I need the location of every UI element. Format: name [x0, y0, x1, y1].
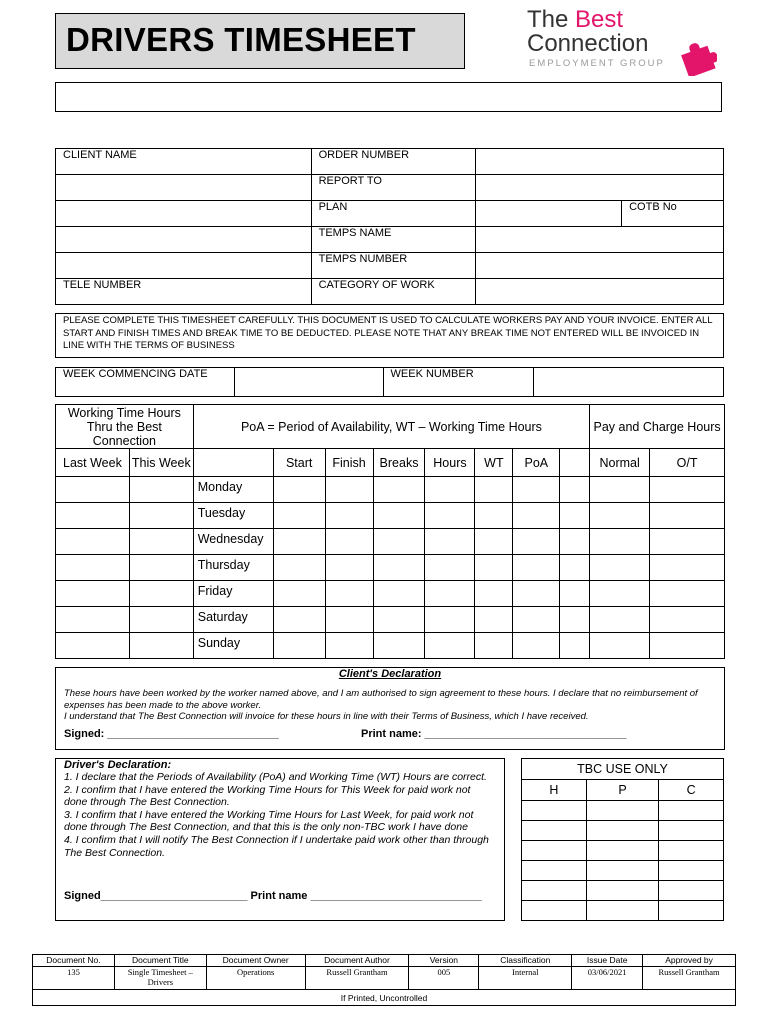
blank-header — [560, 449, 590, 477]
last-week-cell[interactable] — [56, 581, 130, 607]
blank-cell[interactable] — [560, 555, 590, 581]
report-to-field[interactable] — [476, 175, 724, 201]
wt-cell[interactable] — [475, 529, 513, 555]
logo-tagline: EMPLOYMENT GROUP — [529, 58, 665, 69]
normal-cell[interactable] — [590, 503, 650, 529]
driver-declaration-item-3: 3. I confirm that I have entered the Working Time Hours for Last Week, for paid work not done through The Best Connection, and that this is the only non-TBC work I have done — [64, 808, 474, 834]
start-cell[interactable] — [273, 477, 325, 503]
page-title: DRIVERS TIMESHEET — [66, 21, 416, 58]
poa-cell[interactable] — [513, 529, 560, 555]
doc-title-header: Document Title — [114, 955, 206, 967]
start-cell[interactable] — [273, 555, 325, 581]
client-declaration-text — [64, 688, 704, 723]
plan-field[interactable] — [476, 201, 622, 227]
start-cell[interactable] — [273, 633, 325, 659]
last-week-cell[interactable] — [56, 607, 130, 633]
client-signed-field[interactable]: Signed: ____________________________ — [64, 728, 279, 740]
table-row — [56, 555, 725, 581]
week-commencing-label: WEEK COMMENCING DATE — [56, 368, 235, 397]
tbc-cell[interactable] — [522, 841, 587, 861]
wt-cell[interactable] — [475, 607, 513, 633]
this-week-cell[interactable] — [129, 581, 193, 607]
order-number-label: ORDER NUMBER — [311, 149, 476, 175]
classification-header: Classification — [479, 955, 572, 967]
breaks-cell[interactable] — [373, 607, 425, 633]
tbc-cell[interactable] — [586, 861, 659, 881]
hours-cell[interactable] — [425, 529, 475, 555]
day-label: Friday — [193, 581, 273, 607]
order-number-field[interactable] — [476, 149, 724, 175]
poa-cell[interactable] — [513, 503, 560, 529]
tbc-cell[interactable] — [659, 841, 724, 861]
temps-name-field[interactable] — [476, 227, 724, 253]
client-declaration-para-1: These hours have been worked by the worker named above, and I am authorised to sign agreement to these hours. I declare that no reimbursement of expenses has been made to the above worker. — [64, 688, 698, 711]
tbc-cell[interactable] — [522, 861, 587, 881]
approved-by-value: Russell Grantham — [643, 967, 736, 990]
table-row — [56, 633, 725, 659]
tbc-cell[interactable] — [586, 881, 659, 901]
temps-name-label: TEMPS NAME — [311, 227, 476, 253]
wt-cell[interactable] — [475, 555, 513, 581]
uncontrolled-note: If Printed, Uncontrolled — [33, 990, 736, 1006]
last-week-cell[interactable] — [56, 633, 130, 659]
last-week-cell[interactable] — [56, 529, 130, 555]
start-cell[interactable] — [273, 529, 325, 555]
normal-cell[interactable] — [590, 477, 650, 503]
table-row — [56, 581, 725, 607]
tbc-cell[interactable] — [522, 801, 587, 821]
report-to-label: REPORT TO — [311, 175, 476, 201]
driver-declaration-item-2: 2. I confirm that I have entered the Working Time Hours for This Week for paid work not done through The Best Connection. — [64, 783, 471, 809]
puzzle-piece-icon — [677, 36, 717, 76]
tbc-p-header: P — [586, 780, 659, 801]
document-control-table — [32, 954, 736, 1006]
driver-signed-field[interactable]: Signed________________________ Print name ____________________________ — [64, 890, 482, 902]
normal-cell[interactable] — [590, 633, 650, 659]
finish-cell[interactable] — [325, 503, 373, 529]
doc-author-value: Russell Grantham — [305, 967, 409, 990]
category-of-work-field[interactable] — [476, 279, 724, 305]
tbc-cell[interactable] — [659, 861, 724, 881]
poa-cell[interactable] — [513, 581, 560, 607]
day-label: Monday — [193, 477, 273, 503]
hours-cell[interactable] — [425, 607, 475, 633]
table-row — [56, 503, 725, 529]
instructions-notice: PLEASE COMPLETE THIS TIMESHEET CAREFULLY. THIS DOCUMENT IS USED TO CALCULATE WORKERS PAY AND YOUR INVOICE. ENTER ALL START AND FINISH TIMES AND BREAK TIME TO BE DEDUCTED. PLEASE NOTE THAT ANY BREAK TIME NOT ENTERED WILL BE INVOICED IN LINE WITH THE TERMS OF BUSINESS — [55, 313, 724, 358]
day-label: Wednesday — [193, 529, 273, 555]
this-week-cell[interactable] — [129, 529, 193, 555]
normal-cell[interactable] — [590, 555, 650, 581]
day-label: Tuesday — [193, 503, 273, 529]
doc-owner-header: Document Owner — [206, 955, 305, 967]
breaks-cell[interactable] — [373, 477, 425, 503]
finish-cell[interactable] — [325, 477, 373, 503]
doc-author-header: Document Author — [305, 955, 409, 967]
wt-cell[interactable] — [475, 503, 513, 529]
normal-cell[interactable] — [590, 607, 650, 633]
ot-cell[interactable] — [650, 607, 725, 633]
tbc-h-header: H — [522, 780, 587, 801]
tbc-cell[interactable] — [586, 841, 659, 861]
hours-cell[interactable] — [425, 633, 475, 659]
this-week-cell[interactable] — [129, 555, 193, 581]
poa-col-header: PoA — [513, 449, 560, 477]
day-label: Thursday — [193, 555, 273, 581]
wt-cell[interactable] — [475, 477, 513, 503]
ot-cell[interactable] — [650, 555, 725, 581]
category-of-work-label: CATEGORY OF WORK — [311, 279, 476, 305]
tbc-cell[interactable] — [659, 821, 724, 841]
last-week-cell[interactable] — [56, 477, 130, 503]
top-blank-field[interactable] — [55, 82, 722, 112]
hours-cell[interactable] — [425, 477, 475, 503]
blank-cell[interactable] — [560, 503, 590, 529]
ot-cell[interactable] — [650, 633, 725, 659]
tbc-cell[interactable] — [586, 821, 659, 841]
last-week-cell[interactable] — [56, 555, 130, 581]
driver-declaration-text — [64, 771, 496, 859]
blank-cell[interactable] — [560, 633, 590, 659]
table-row — [56, 529, 725, 555]
client-address-field-3[interactable] — [56, 253, 312, 279]
hours-table — [55, 404, 725, 659]
tbc-cell[interactable] — [586, 801, 659, 821]
cotb-no-label: COTB No — [622, 201, 724, 227]
day-label: Sunday — [193, 633, 273, 659]
poa-cell[interactable] — [513, 633, 560, 659]
tbc-title: TBC USE ONLY — [522, 759, 724, 780]
week-table — [55, 367, 724, 397]
wt-cell[interactable] — [475, 581, 513, 607]
classification-value: Internal — [479, 967, 572, 990]
driver-declaration — [55, 758, 505, 921]
ot-cell[interactable] — [650, 529, 725, 555]
blank-cell[interactable] — [560, 529, 590, 555]
tbc-cell[interactable] — [659, 881, 724, 901]
normal-cell[interactable] — [590, 581, 650, 607]
logo-best: Best — [575, 6, 624, 33]
tbc-cell[interactable] — [659, 901, 724, 921]
ot-cell[interactable] — [650, 581, 725, 607]
hours-cell[interactable] — [425, 503, 475, 529]
client-declaration-heading: Client's Declaration — [338, 668, 442, 680]
finish-cell[interactable] — [325, 555, 373, 581]
normal-cell[interactable] — [590, 529, 650, 555]
blank-cell[interactable] — [560, 581, 590, 607]
title-box — [55, 13, 465, 69]
tbc-c-header: C — [659, 780, 724, 801]
tbc-cell[interactable] — [522, 901, 587, 921]
start-cell[interactable] — [273, 581, 325, 607]
doc-title-value: Single Timesheet – Drivers — [114, 967, 206, 990]
client-name-label: CLIENT NAME — [56, 149, 312, 175]
week-number-label: WEEK NUMBER — [383, 368, 534, 397]
breaks-cell[interactable] — [373, 633, 425, 659]
hours-cell[interactable] — [425, 555, 475, 581]
start-header: Start — [273, 449, 325, 477]
finish-cell[interactable] — [325, 581, 373, 607]
last-week-cell[interactable] — [56, 503, 130, 529]
driver-declaration-item-4: 4. I confirm that I will notify The Best Connection if I undertake paid work other than through The Best Connection. — [64, 833, 489, 859]
tbc-cell[interactable] — [659, 801, 724, 821]
doc-no-header: Document No. — [33, 955, 115, 967]
client-declaration — [55, 667, 725, 750]
week-number-field[interactable] — [534, 368, 724, 397]
this-week-cell[interactable] — [129, 477, 193, 503]
last-week-header: Last Week — [56, 449, 130, 477]
blank-cell[interactable] — [560, 607, 590, 633]
ot-header: O/T — [650, 449, 725, 477]
plan-label: PLAN — [311, 201, 476, 227]
day-label: Saturday — [193, 607, 273, 633]
normal-header: Normal — [590, 449, 650, 477]
ot-cell[interactable] — [650, 503, 725, 529]
finish-cell[interactable] — [325, 607, 373, 633]
tbc-cell[interactable] — [522, 881, 587, 901]
start-cell[interactable] — [273, 607, 325, 633]
breaks-cell[interactable] — [373, 555, 425, 581]
hours-header: Hours — [425, 449, 475, 477]
wt-cell[interactable] — [475, 633, 513, 659]
company-logo — [527, 4, 722, 78]
finish-cell[interactable] — [325, 633, 373, 659]
day-header — [193, 449, 273, 477]
finish-header: Finish — [325, 449, 373, 477]
issue-date-value: 03/06/2021 — [572, 967, 643, 990]
poa-cell[interactable] — [513, 555, 560, 581]
approved-by-header: Approved by — [643, 955, 736, 967]
breaks-cell[interactable] — [373, 503, 425, 529]
driver-declaration-heading: Driver's Declaration: — [64, 759, 172, 771]
client-address-field-2[interactable] — [56, 227, 312, 253]
temps-number-label: TEMPS NUMBER — [311, 253, 476, 279]
blank-cell[interactable] — [560, 477, 590, 503]
client-address-field[interactable] — [56, 201, 312, 227]
ot-cell[interactable] — [650, 477, 725, 503]
this-week-cell[interactable] — [129, 607, 193, 633]
client-info-table — [55, 148, 724, 305]
breaks-cell[interactable] — [373, 529, 425, 555]
this-week-header: This Week — [129, 449, 193, 477]
breaks-cell[interactable] — [373, 581, 425, 607]
hours-cell[interactable] — [425, 581, 475, 607]
tbc-cell[interactable] — [522, 821, 587, 841]
poa-cell[interactable] — [513, 477, 560, 503]
logo-the: The — [527, 6, 576, 33]
this-week-cell[interactable] — [129, 633, 193, 659]
temps-number-field[interactable] — [476, 253, 724, 279]
wt-header: Working Time Hours Thru the Best Connection — [56, 405, 194, 449]
table-row — [56, 477, 725, 503]
doc-no-value: 135 — [33, 967, 115, 990]
version-value: 005 — [409, 967, 479, 990]
this-week-cell[interactable] — [129, 503, 193, 529]
tele-number-label: TELE NUMBER — [56, 279, 312, 305]
doc-owner-value: Operations — [206, 967, 305, 990]
start-cell[interactable] — [273, 503, 325, 529]
issue-date-header: Issue Date — [572, 955, 643, 967]
client-name-field[interactable] — [56, 175, 312, 201]
week-commencing-field[interactable] — [234, 368, 383, 397]
poa-header: PoA = Period of Availability, WT – Working Time Hours — [193, 405, 589, 449]
pay-charge-header: Pay and Charge Hours — [590, 405, 725, 449]
client-print-name-field[interactable]: Print name: _________________________________ — [361, 728, 627, 740]
finish-cell[interactable] — [325, 529, 373, 555]
client-declaration-para-2: I understand that The Best Connection will invoice for these hours in line with their Terms of Business, which I have received. — [64, 711, 589, 722]
driver-declaration-item-1: 1. I declare that the Periods of Availability (PoA) and Working Time (WT) Hours are correct. — [64, 771, 487, 783]
breaks-header: Breaks — [373, 449, 425, 477]
tbc-cell[interactable] — [586, 901, 659, 921]
tbc-use-only-table — [521, 758, 724, 921]
version-header: Version — [409, 955, 479, 967]
poa-cell[interactable] — [513, 607, 560, 633]
wt-col-header: WT — [475, 449, 513, 477]
logo-line-2: Connection — [527, 30, 649, 57]
table-row — [56, 607, 725, 633]
